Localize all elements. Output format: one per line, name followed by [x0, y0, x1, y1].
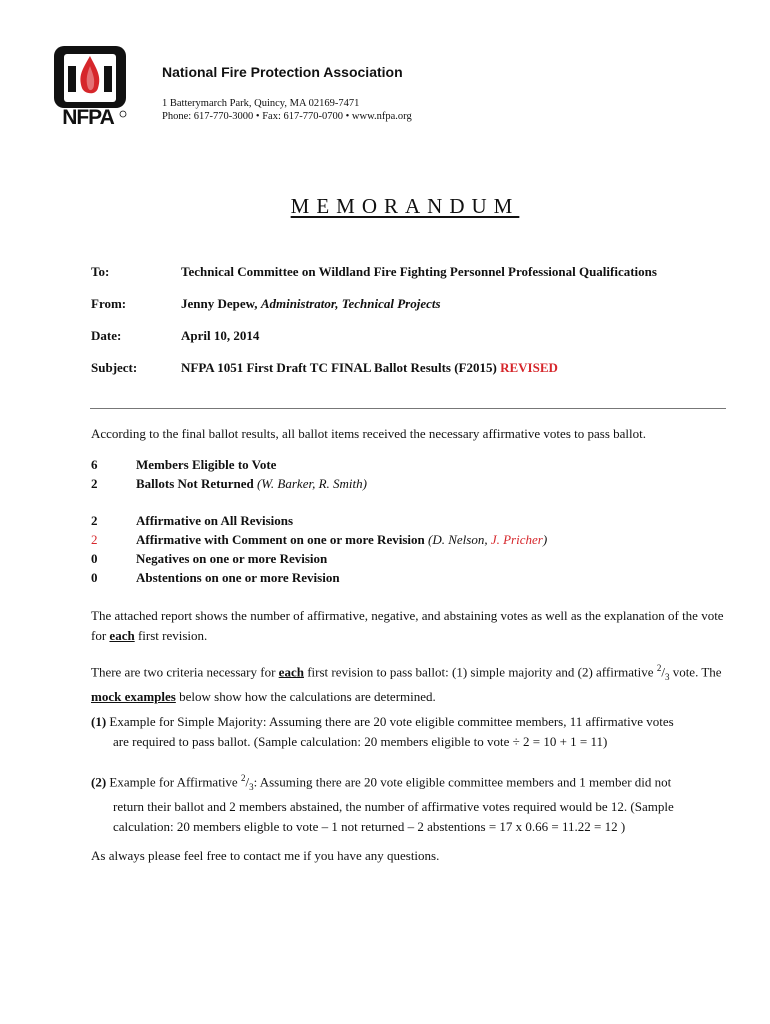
- count-label-text: Affirmative with Comment on one or more Revision: [136, 532, 425, 547]
- count-number: 2: [91, 476, 98, 491]
- subject-label: Subject:: [91, 360, 138, 375]
- count-number: 6: [91, 457, 98, 472]
- count-label: Abstentions on one or more Revision: [136, 570, 340, 585]
- count-label-text: Ballots Not Returned: [136, 476, 254, 491]
- org-name: National Fire Protection Association: [162, 64, 403, 80]
- address-line: 1 Batterymarch Park, Quincy, MA 02169-7471: [162, 98, 360, 109]
- example-text-line2: return their ballot and 2 members abstained, the number of affirmative votes required would be 12. (Sample: [113, 798, 674, 814]
- contact-line: Phone: 617-770-3000 • Fax: 617-770-0700 • www.nfpa.org: [162, 111, 412, 122]
- example-number: (2): [91, 774, 107, 790]
- criteria-text-4: below show how the calculations are determined.: [179, 688, 436, 704]
- emphasis-each: each: [109, 628, 135, 643]
- count-note: (D. Nelson,: [427, 532, 488, 547]
- from-title: Administrator, Technical Projects: [260, 296, 441, 311]
- subject-text: NFPA 1051 First Draft TC FINAL Ballot Results (F2015): [181, 360, 497, 375]
- fraction-denominator: 3: [249, 781, 254, 792]
- report-paragraph: [91, 606, 727, 646]
- revised-tag: REVISED: [500, 360, 558, 375]
- criteria-text: There are two criteria necessary for: [91, 664, 276, 680]
- fraction-numerator: 2: [240, 773, 246, 783]
- count-number: 0: [91, 551, 98, 566]
- example-text-line3: calculation: 20 members eligble to vote – 1 not returned – 2 abstentions = 17 x 0.66 = 11.22 = 12 ): [113, 818, 626, 834]
- count-note-red: J. Pricher: [490, 532, 543, 547]
- to-label: To:: [91, 264, 110, 279]
- report-text-end: first revision.: [137, 628, 208, 643]
- count-note: (W. Barker, R. Smith): [256, 476, 367, 491]
- example-text-cont: : Assuming there are 20 vote eligible committee members and 1 member did not: [253, 774, 672, 790]
- count-note-end: ): [542, 532, 548, 547]
- memo-title: MEMORANDUM: [290, 194, 520, 218]
- emphasis-each: each: [278, 664, 304, 680]
- criteria-text-2: first revision to pass ballot: (1) simple majority and (2) affirmative: [307, 664, 654, 680]
- example-text: Example for Simple Majority: Assuming there are 20 vote eligible committee members, 11 affirmative votes: [109, 714, 674, 729]
- to-value: Technical Committee on Wildland Fire Fighting Personnel Professional Qualifications: [181, 264, 657, 279]
- criteria-text-3: vote. The: [672, 664, 722, 680]
- from-label: From:: [91, 296, 127, 311]
- date-value: April 10, 2014: [181, 328, 260, 343]
- fraction-numerator: 2: [656, 663, 662, 673]
- from-value: [181, 296, 441, 312]
- count-number: 0: [91, 570, 98, 585]
- count-label: Negatives on one or more Revision: [136, 551, 328, 566]
- example-1: [91, 712, 731, 752]
- count-label: Affirmative on All Revisions: [136, 513, 294, 528]
- subject-value: [181, 360, 558, 376]
- fraction-denominator: 3: [664, 671, 670, 682]
- emphasis-mock-examples: mock examples: [91, 688, 176, 704]
- example-2: (2) Example for Affirmative $^2/_3$: Assuming there are 20 vote eligible committee members and 1 member did not return their ballot and 2 members abstained, the number of affirmative votes required would be 12. (Sample calculation: 20 members eligble to vote – 1 not returned – 2 abstentions = 17 x 0.66 = 11.22 = 12 ): [91, 768, 731, 837]
- logo-text: NFPA: [62, 106, 114, 129]
- closing-paragraph: As always please feel free to contact me if you have any questions.: [91, 848, 440, 863]
- intro-paragraph: According to the final ballot results, all ballot items received the necessary affirmative votes to pass ballot.: [91, 426, 646, 441]
- count-label: [136, 532, 547, 548]
- from-name: Jenny Depew,: [181, 296, 258, 311]
- criteria-paragraph: There are two criteria necessary for each first revision to pass ballot: (1) simple majority and (2) affirmative $^2/_3$ vote. The mock examples below show how the calculations are determined.: [91, 663, 722, 704]
- count-number: 2: [91, 532, 98, 547]
- example-text-line2: are required to pass ballot. (Sample calculation: 20 members eligible to vote ÷ 2 = 10 + 1 = 11): [113, 734, 608, 749]
- example-number: (1): [91, 714, 107, 729]
- count-label: Members Eligible to Vote: [136, 457, 277, 472]
- report-text: The attached report shows the number of affirmative, negative, and abstaining votes as well as the explanation of the vote for: [91, 608, 724, 643]
- count-label: [136, 476, 367, 492]
- count-number: 2: [91, 513, 98, 528]
- nfpa-logo: [52, 44, 128, 130]
- date-label: Date:: [91, 328, 122, 343]
- example-text: Example for Affirmative: [109, 774, 238, 790]
- divider: [90, 408, 726, 409]
